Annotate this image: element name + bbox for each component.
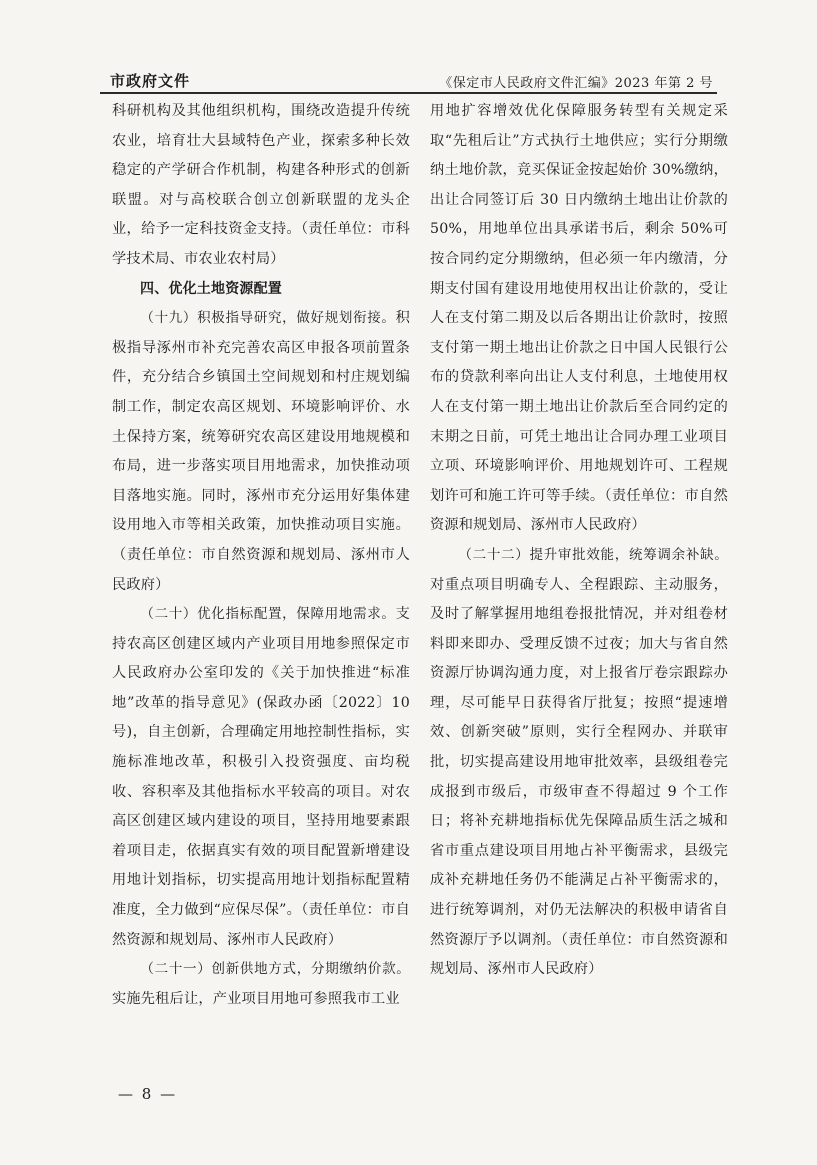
header-divider: [100, 92, 717, 94]
item-20-title: （二十）优化指标配置，保障用地需求。: [140, 606, 396, 623]
item-21: [112, 955, 410, 1014]
left-column: [112, 97, 410, 1014]
page-number: — 8 —: [118, 1085, 178, 1103]
paragraph-item-21-continued: 用地扩容增效优化保障服务转型有关规定采取“先租后让”方式执行土地供应；实行分期缴纳土地价款，竞买保证金按起始价 30%缴纳，出让合同签订后 30 日内缴纳土地出让价款的50%，用地单位出具承诺书后，剩余 50%可按合同约定分期缴纳，但必须一年内缴清，分期支付国有建设用地使用权出让价款的，受让人在支付第二期及以后各期出让价款时，按照支付第一期土地出让价款之日中国人民银行公布的贷款利率向出让人支付利息，土地使用权人在支付第一期土地出让价款后至合同约定的末期之日前，可凭土地出让合同办理工业项目立项、环境影响评价、用地规划许可、工程规划许可和施工许可等手续。（责任单位：市自然资源和规划局、涿州市人民政府）: [430, 103, 728, 534]
item-19-body: 积极指导涿州市补充完善农高区申报各项前置条件，充分结合乡镇国土空间规划和村庄规划编制工作，制定农高区规划、环境影响评价、水土保持方案，统筹研究农高区建设用地规模和布局，进一步落实项目用地需求，加快推动项目落地实施。同时，涿州市充分运用好集体建设用地入市等相关政策，加快推动项目实施。（责任单位：市自然资源和规划局、涿州市人民政府）: [112, 310, 410, 593]
item-20-body: 支持农高区创建区域内产业项目用地参照保定市人民政府办公室印发的《关于加快推进“标准地”改革的指导意见》(保政办函〔2022〕10号)，自主创新，合理确定用地控制性指标，实施标准地改革，积极引入投资强度、亩均税收、容积率及其他指标水平较高的项目。对农高区创建区域内建设的项目，坚持用地要素跟着项目走，依据真实有效的项目配置新增建设用地计划指标，切实提高用地计划指标配置精准度，全力做到“应保尽保”。（责任单位：市自然资源和规划局、涿州市人民政府）: [112, 606, 410, 948]
paragraph-continuation: 科研机构及其他组织机构，围绕改造提升传统农业，培育壮大县域特色产业，探索多种长效稳定的产学研合作机制，构建各种形式的创新联盟。对与高校联合创立创新联盟的龙头企业，给予一定科技资金支持。（责任单位：市科学技术局、市农业农村局）: [112, 103, 410, 267]
section-heading: 四、优化土地资源配置: [140, 280, 282, 297]
item-22-body: 对重点项目明确专人、全程跟踪、主动服务，及时了解掌握用地组卷报批情况，并对组卷材料即来即办、受理反馈不过夜；加大与省自然资源厅协调沟通力度，对上报省厅卷宗跟踪办理，尽可能早日获得省厅批复；按照“提速增效、创新突破”原则，实行全程网办、并联审批，切实提高建设用地审批效率，县级组卷完成报到市级后，市级审查不得超过 9 个工作日；将补充耕地指标优先保障品质生活之城和省市重点建设项目用地占补平衡需求，县级完成补充耕地任务仍不能满足占补平衡需求的，进行统筹调剂，对仍无法解决的积极申请省自然资源厅予以调剂。（责任单位：市自然资源和规划局、涿州市人民政府）: [430, 576, 728, 978]
item-21-body: 实施先租后让，产业项目用地可参照我市工业: [112, 990, 400, 1007]
item-20: [112, 600, 410, 955]
header-category: 市政府文件: [110, 72, 191, 90]
item-19: [112, 304, 410, 600]
item-21-title: （二十一）创新供地方式，分期缴纳价款。: [140, 961, 410, 978]
item-22: [430, 541, 728, 985]
right-column: [430, 97, 728, 985]
header-publication: 《保定市人民政府文件汇编》2023 年第 2 号: [439, 76, 713, 91]
item-22-title: （二十二）提升审批效能，统筹调余补缺。: [458, 546, 728, 563]
item-19-title: （十九）积极指导研究，做好规划衔接。: [140, 310, 396, 327]
